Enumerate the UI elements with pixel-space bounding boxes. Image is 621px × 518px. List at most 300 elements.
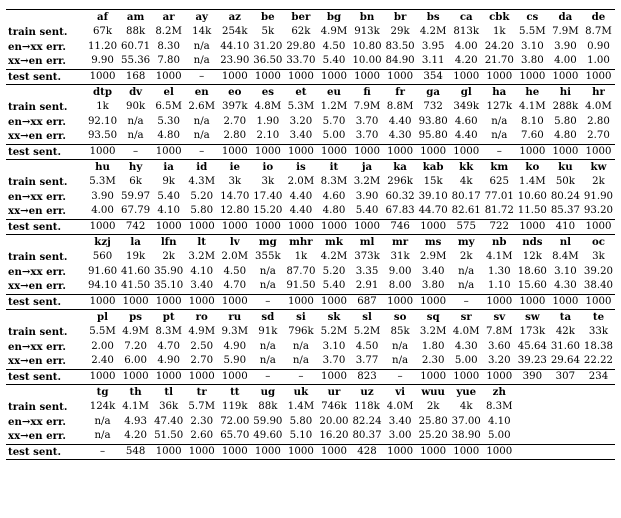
language-code: nds <box>522 236 543 249</box>
language-code: hi <box>559 86 572 99</box>
table-cell: 4.9M <box>122 326 149 338</box>
language-code: bn <box>359 11 375 24</box>
language-code: ms <box>424 236 442 249</box>
language-code: tl <box>164 386 173 399</box>
table-cell: 11.20 <box>87 40 118 52</box>
table-cell: 1000 <box>384 69 417 84</box>
table-cell: 1k <box>294 251 308 263</box>
table-cell: 4.1M <box>122 401 149 413</box>
table-cell: 4.0M <box>452 326 480 338</box>
language-code: wuu <box>421 386 445 399</box>
table-cell: 823 <box>351 369 384 384</box>
table-cell: 21.70 <box>484 55 514 67</box>
table-cell: 1000 <box>251 69 284 84</box>
table-cell: 82.61 <box>451 205 481 217</box>
language-code: ps <box>129 311 143 324</box>
table-cell: 1.2M <box>320 101 348 113</box>
table-cell: 1000 <box>185 219 218 234</box>
table-cell: 1000 <box>384 294 417 309</box>
language-code: ko <box>525 161 540 174</box>
table-cell: 127k <box>486 101 513 113</box>
table-cell: 3.90 <box>91 190 114 202</box>
table-cell: 3k <box>228 176 242 188</box>
table-cell: 1000 <box>218 444 251 459</box>
language-code: uk <box>293 386 309 399</box>
table-cell: 373k <box>354 251 380 263</box>
row-label: en→xx err. <box>8 340 66 353</box>
table-cell: 9.3M <box>221 326 249 338</box>
table-cell: – <box>384 369 417 384</box>
table-cell: 6.5M <box>155 101 182 113</box>
table-cell: 1000 <box>119 294 152 309</box>
language-code: ie <box>229 161 240 174</box>
table-cell: 2.40 <box>91 355 114 367</box>
table-cell: 1000 <box>582 219 615 234</box>
table-cell: 3.10 <box>554 265 577 277</box>
table-cell: 1k <box>492 26 506 38</box>
block-grid <box>6 10 615 84</box>
language-code: ug <box>260 386 276 399</box>
table-cell <box>549 415 582 430</box>
table-cell: 1000 <box>284 144 317 159</box>
table-cell: 4.30 <box>388 130 412 142</box>
table-cell: 5.5M <box>89 326 116 338</box>
language-code: da <box>558 11 573 24</box>
table-cell: 3.20 <box>487 355 511 367</box>
table-cell: 1000 <box>483 369 516 384</box>
table-cell: – <box>251 294 284 309</box>
table-cell: 38.90 <box>451 430 481 442</box>
table-cell: 35.10 <box>154 280 184 292</box>
empty-corner-cell <box>6 235 86 250</box>
table-cell: 4.60 <box>322 190 346 202</box>
table-cell: – <box>483 144 516 159</box>
table-cell: 4.40 <box>289 190 313 202</box>
language-code: is <box>296 161 306 174</box>
table-cell: 4.80 <box>157 130 180 142</box>
table-cell <box>516 415 549 430</box>
table-cell: 3.20 <box>289 115 313 127</box>
table-cell: 5.3M <box>287 101 315 113</box>
language-code: ga <box>426 86 441 99</box>
language-code: et <box>295 86 307 99</box>
table-cell: 4.1M <box>485 251 513 263</box>
table-cell: 1000 <box>185 444 218 459</box>
language-code: ta <box>559 311 572 324</box>
table-cell: – <box>86 444 119 459</box>
table-cell: 1.30 <box>487 265 511 277</box>
table-cell: 1000 <box>218 144 251 159</box>
table-cell: 118k <box>354 401 380 413</box>
table-cell: 3.77 <box>355 355 379 367</box>
table-cell: 3.10 <box>521 40 544 52</box>
table-cell: 8.4M <box>552 251 579 263</box>
language-code: ur <box>327 386 341 399</box>
table-cell: 168 <box>119 69 152 84</box>
table-cell: 1.10 <box>487 280 511 292</box>
table-cell: 8.10 <box>521 115 544 127</box>
table-cell: 44.70 <box>418 205 448 217</box>
table-cell: 3.11 <box>421 55 445 67</box>
train-sentences-row <box>6 175 615 190</box>
row-label: en→xx err. <box>8 415 66 428</box>
language-code <box>516 385 549 400</box>
language-code: ml <box>359 236 375 249</box>
table-cell: 1000 <box>384 144 417 159</box>
table-cell: 746 <box>384 219 417 234</box>
table-cell: 4.50 <box>223 265 247 277</box>
table-cell: 4.0M <box>386 401 414 413</box>
table-cell: 2.00 <box>91 340 114 352</box>
row-label: xx→en err. <box>8 355 66 368</box>
language-code: sv <box>493 311 506 324</box>
test-sentences-row <box>6 69 615 84</box>
table-cell <box>516 429 549 444</box>
language-code: lv <box>229 236 240 249</box>
language-code: id <box>196 161 208 174</box>
language-code: cs <box>526 11 539 24</box>
table-cell: 4.70 <box>157 340 180 352</box>
en-xx-error-row <box>6 115 615 130</box>
table-cell: 38.40 <box>583 280 614 292</box>
table-cell: – <box>251 369 284 384</box>
block-grid <box>6 235 615 309</box>
xx-en-error-row <box>6 429 615 444</box>
language-header-row <box>6 235 615 250</box>
table-cell: 4.90 <box>223 340 247 352</box>
table-cell: 1000 <box>582 69 615 84</box>
table-cell: n/a <box>392 355 409 367</box>
table-cell: 88k <box>126 26 146 38</box>
language-code: ro <box>195 311 208 324</box>
block-grid <box>6 160 615 234</box>
table-cell: n/a <box>292 355 309 367</box>
table-cell: 15.20 <box>253 205 283 217</box>
table-cell: 4.2M <box>419 26 447 38</box>
table-block <box>6 9 615 84</box>
table-cell: n/a <box>259 355 276 367</box>
table-cell: 85k <box>390 326 410 338</box>
table-cell: 7.60 <box>521 130 544 142</box>
language-code: kw <box>590 161 607 174</box>
xx-en-error-row <box>6 279 615 294</box>
table-cell: 2.80 <box>587 115 610 127</box>
table-cell: 6.00 <box>124 355 147 367</box>
language-code <box>549 385 582 400</box>
row-label: xx→en err. <box>8 55 66 68</box>
table-cell: 4.3M <box>188 176 216 188</box>
table-cell: 428 <box>351 444 384 459</box>
table-cell: 80.37 <box>352 430 382 442</box>
table-cell: 10.00 <box>352 55 382 67</box>
row-label: test sent. <box>6 294 86 309</box>
table-cell: 10.60 <box>517 190 547 202</box>
table-cell: 288k <box>552 101 579 113</box>
empty-corner-cell <box>6 10 86 25</box>
table-cell: 9k <box>162 176 175 188</box>
table-cell: 8.8M <box>386 101 414 113</box>
language-header-row <box>6 160 615 175</box>
table-cell: 67k <box>92 26 113 38</box>
table-block <box>6 84 615 159</box>
table-cell: 8.2M <box>155 26 182 38</box>
table-cell: 5.30 <box>157 115 180 127</box>
table-cell: 1000 <box>284 219 317 234</box>
table-cell: 12k <box>522 251 542 263</box>
table-cell: 5.40 <box>157 190 180 202</box>
language-code: io <box>262 161 274 174</box>
table-cell: 1k <box>96 101 109 113</box>
table-cell: 548 <box>119 444 152 459</box>
table-cell: 4.10 <box>487 415 511 427</box>
table-cell: 90k <box>126 101 146 113</box>
language-code: sw <box>525 311 540 324</box>
table-cell: – <box>185 144 218 159</box>
table-block <box>6 309 615 384</box>
table-cell: 796k <box>288 326 314 338</box>
table-cell <box>516 400 549 415</box>
language-code: ia <box>163 161 174 174</box>
train-sentences-row <box>6 325 615 340</box>
language-code: fi <box>363 86 371 99</box>
table-cell: 4.8M <box>254 101 282 113</box>
table-cell: 17.40 <box>253 190 283 202</box>
table-cell: 44.10 <box>220 40 250 52</box>
table-cell: 5.80 <box>190 205 214 217</box>
language-code: tt <box>230 386 240 399</box>
table-cell: 4.20 <box>454 55 478 67</box>
table-cell: 29.80 <box>286 40 316 52</box>
table-cell: 1000 <box>317 219 350 234</box>
table-cell: 3.40 <box>388 415 412 427</box>
table-cell: n/a <box>259 265 276 277</box>
table-cell: 67.79 <box>121 205 151 217</box>
table-cell: 33k <box>588 326 609 338</box>
table-cell: 2.91 <box>355 280 379 292</box>
table-cell: 1000 <box>516 294 549 309</box>
table-cell: 296k <box>387 176 413 188</box>
table-cell: n/a <box>127 130 144 142</box>
table-cell: 575 <box>450 219 483 234</box>
language-code: ka <box>393 161 407 174</box>
table-cell: 1000 <box>351 144 384 159</box>
table-cell: 119k <box>221 401 248 413</box>
table-cell: n/a <box>127 115 144 127</box>
language-code: ja <box>361 161 373 174</box>
table-cell: 3.40 <box>289 130 313 142</box>
table-cell: 5.80 <box>554 115 577 127</box>
table-cell <box>582 444 615 459</box>
language-statistics-table <box>6 9 615 460</box>
table-cell: 92.10 <box>87 115 118 127</box>
language-code: eu <box>327 86 341 99</box>
table-cell: 3.90 <box>355 190 379 202</box>
language-code: ar <box>162 11 175 24</box>
table-cell: 6k <box>129 176 142 188</box>
table-cell: 25.80 <box>418 415 448 427</box>
en-xx-error-row <box>6 415 615 430</box>
table-cell: 2.30 <box>190 415 214 427</box>
table-cell: 1000 <box>351 69 384 84</box>
table-cell <box>582 429 615 444</box>
table-cell: 60.71 <box>121 40 151 52</box>
table-cell: n/a <box>94 415 111 427</box>
table-cell: 1000 <box>251 444 284 459</box>
row-label: en→xx err. <box>8 40 66 53</box>
row-label: train sent. <box>8 101 68 114</box>
table-cell: 7.9M <box>552 26 579 38</box>
table-cell: 1000 <box>152 219 185 234</box>
table-cell <box>549 444 582 459</box>
table-cell: 14k <box>192 26 212 38</box>
table-cell: 4.30 <box>454 340 478 352</box>
table-cell: 2.6M <box>188 101 216 113</box>
table-cell: 19k <box>126 251 146 263</box>
table-cell: 1000 <box>152 444 185 459</box>
table-cell: 5.3M <box>89 176 116 188</box>
table-cell: 29.64 <box>550 355 580 367</box>
row-label: train sent. <box>8 326 68 339</box>
table-cell: 4.70 <box>223 280 247 292</box>
table-cell: 3.2M <box>188 251 216 263</box>
table-cell: 7.9M <box>353 101 381 113</box>
table-cell: n/a <box>94 430 111 442</box>
table-cell: 5.7M <box>188 401 216 413</box>
table-cell: 4.80 <box>322 205 346 217</box>
table-cell: 2.0M <box>221 251 249 263</box>
table-cell: 91.90 <box>583 190 614 202</box>
table-cell: 1000 <box>119 369 152 384</box>
table-cell: 813k <box>453 26 480 38</box>
language-code <box>582 385 615 400</box>
table-cell: 1000 <box>218 69 251 84</box>
row-label: xx→en err. <box>8 130 66 143</box>
table-cell: 3.60 <box>487 340 511 352</box>
table-cell: 1000 <box>417 219 450 234</box>
table-cell: 354 <box>417 69 450 84</box>
table-cell: 5.40 <box>322 280 346 292</box>
table-cell: 51.50 <box>154 430 184 442</box>
table-cell: 1000 <box>450 69 483 84</box>
table-cell: 3.35 <box>355 265 379 277</box>
table-cell: 7.80 <box>157 55 180 67</box>
table-cell: 1.90 <box>256 115 280 127</box>
table-cell: 4.50 <box>322 40 346 52</box>
table-cell: 25.20 <box>418 430 448 442</box>
row-label: test sent. <box>6 444 86 459</box>
table-cell: 746k <box>321 401 347 413</box>
table-cell: 2.80 <box>223 130 247 142</box>
table-cell: 5.40 <box>322 55 346 67</box>
table-cell: 349k <box>453 101 480 113</box>
table-cell: 91k <box>258 326 278 338</box>
table-cell: 85.37 <box>550 205 580 217</box>
block-grid <box>6 310 615 384</box>
table-cell: 4.9M <box>320 26 348 38</box>
empty-corner-cell <box>6 385 86 400</box>
table-cell: 1000 <box>516 69 549 84</box>
table-cell: 254k <box>221 26 248 38</box>
table-cell: 1000 <box>516 144 549 159</box>
table-cell: 1000 <box>317 69 350 84</box>
language-code: es <box>261 86 274 99</box>
table-cell: 1000 <box>417 294 450 309</box>
table-cell: 14.70 <box>220 190 250 202</box>
row-label: train sent. <box>8 251 68 264</box>
language-header-row <box>6 10 615 25</box>
language-code: sr <box>460 311 472 324</box>
table-cell: 3.90 <box>554 40 577 52</box>
table-cell: 20.00 <box>319 415 349 427</box>
table-cell: 5.5M <box>519 26 546 38</box>
table-cell: 722 <box>483 219 516 234</box>
table-cell: 18.38 <box>583 340 614 352</box>
table-cell: 93.20 <box>583 205 614 217</box>
language-code: ru <box>228 311 242 324</box>
language-code: sl <box>362 311 372 324</box>
table-cell: 8.30 <box>157 40 180 52</box>
table-cell: 1000 <box>284 294 317 309</box>
language-code: mg <box>258 236 277 249</box>
table-cell: 31k <box>390 251 410 263</box>
table-cell: 4.2M <box>320 251 348 263</box>
table-cell: 4.50 <box>355 340 379 352</box>
table-cell: 1000 <box>185 294 218 309</box>
language-code: lfn <box>160 236 177 249</box>
table-cell: 22.22 <box>583 355 614 367</box>
table-cell: 1000 <box>218 294 251 309</box>
row-label: xx→en err. <box>8 280 66 293</box>
table-cell: 39.10 <box>418 190 448 202</box>
table-cell: 11.50 <box>517 205 547 217</box>
table-cell: 8.3M <box>485 401 513 413</box>
language-code: af <box>97 11 109 24</box>
table-cell: 47.40 <box>154 415 184 427</box>
table-cell: 8.7M <box>585 26 612 38</box>
table-cell: 5.20 <box>322 265 346 277</box>
test-sentences-row <box>6 294 615 309</box>
empty-corner-cell <box>6 85 86 100</box>
table-cell: 4.90 <box>157 355 180 367</box>
language-code: hu <box>95 161 110 174</box>
table-cell: 4.80 <box>554 130 577 142</box>
language-header-row <box>6 310 615 325</box>
table-cell: 16.20 <box>319 430 349 442</box>
table-cell: 84.90 <box>385 55 415 67</box>
table-cell: 80.24 <box>550 190 580 202</box>
block-grid <box>6 385 615 459</box>
table-cell: n/a <box>491 130 508 142</box>
language-code: de <box>591 11 606 24</box>
table-cell: 1000 <box>450 369 483 384</box>
table-cell: 2k <box>459 251 473 263</box>
table-cell: n/a <box>193 55 210 67</box>
table-cell: 1000 <box>351 219 384 234</box>
table-cell: 1.80 <box>421 340 445 352</box>
language-code: vi <box>395 386 405 399</box>
table-cell: 2.50 <box>190 340 214 352</box>
table-cell: n/a <box>292 340 309 352</box>
table-cell: 2.30 <box>421 355 445 367</box>
table-cell: 5.00 <box>487 430 511 442</box>
table-cell: 1000 <box>450 444 483 459</box>
table-cell: 62k <box>291 26 311 38</box>
table-cell: 5.00 <box>322 130 346 142</box>
table-cell: 49.60 <box>253 430 283 442</box>
table-cell: 4.93 <box>124 415 147 427</box>
row-label: en→xx err. <box>8 190 66 203</box>
table-cell: 1.4M <box>287 401 315 413</box>
